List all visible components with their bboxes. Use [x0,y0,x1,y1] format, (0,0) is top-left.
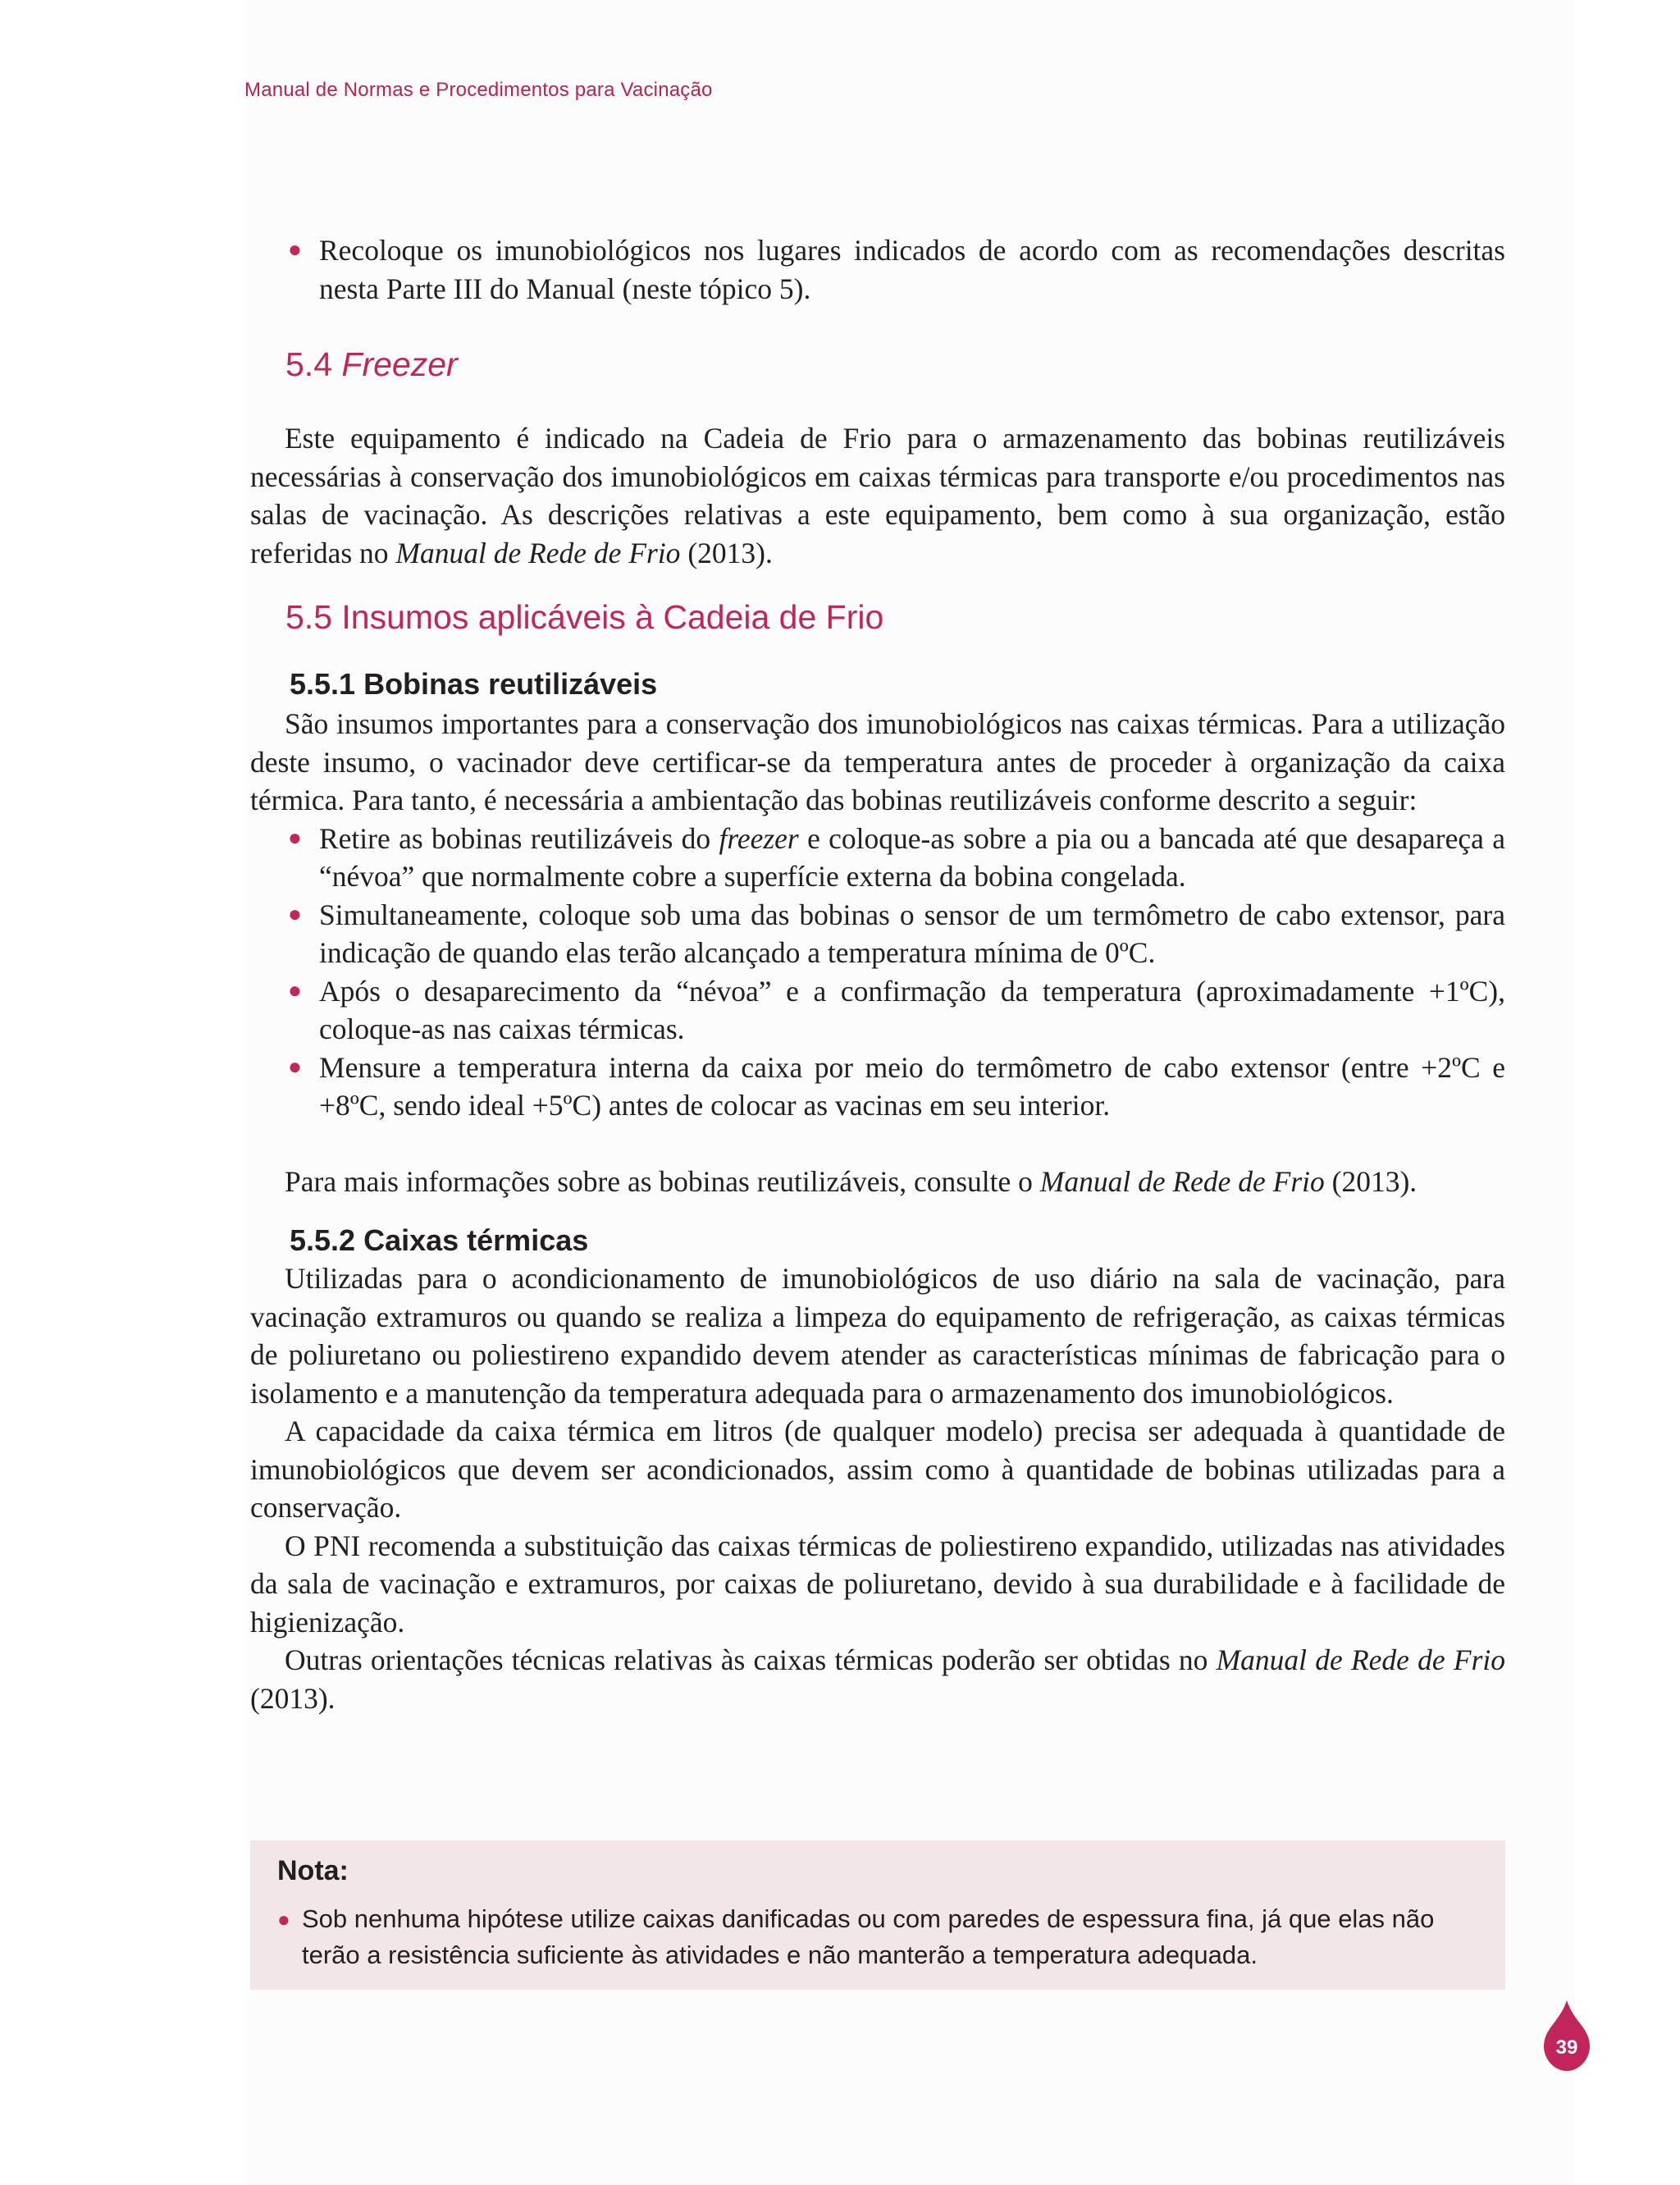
bullet-icon: ● [288,1054,302,1080]
bullet-icon: ● [277,1907,290,1931]
page-content [250,231,1505,1717]
subsection-title-bobinas: 5.5.1 Bobinas reutilizáveis [290,667,658,701]
caixas-paragraph-1: Utilizadas para o acondicionamento de imunobiológicos de uso diário na sala de vacinação, para vacinação extramuros ou quando se realiza a limpeza do equipamento de refrigeração, as caixas térmicas de poliuretano ou poliestireno expandido devem atender as características mínimas de fabricação para o isolamento e a manutenção da temperatura adequada para o armazenamento dos imunobiológicos. [250,1262,1505,1410]
bullet-icon: ● [288,237,302,263]
bobinas-more-info: Para mais informações sobre as bobinas reutilizáveis, consulte o Manual de Rede de Frio (2013). [285,1164,1418,1198]
caixas-paragraph-3: O PNI recomenda a substituição das caixas térmicas de poliestireno expandido, utilizadas nas atividades da sala de vacinação e extramuros, por caixas de poliuretano, devido à sua durabilidade e à facilidade de higienização. [250,1529,1505,1639]
running-header: Manual de Normas e Procedimentos para Vacinação [244,79,713,101]
intro-bullet-list [250,231,1505,308]
bullet-icon: ● [288,977,302,1003]
page-number: 39 [1555,2036,1578,2059]
note-box [250,1840,1505,1990]
section-title-freezer: 5.4 Freezer [285,345,458,383]
section-title-insumos: 5.5 Insumos aplicáveis à Cadeia de Frio [285,598,884,636]
list-item: ● Após o desaparecimento da “névoa” e a confirmação da temperatura (aproximadamente +1ºC), coloque-as nas caixas térmicas. [250,972,1505,1049]
caixas-paragraph-2: A capacidade da caixa térmica em litros (de qualquer modelo) precisa ser adequada à quantidade de imunobiológicos que devem ser acondicionados, assim como à quantidade de bobinas utilizadas para a conservação. [250,1415,1505,1524]
freezer-paragraph: Este equipamento é indicado na Cadeia de Frio para o armazenamento das bobinas reutilizáveis necessárias à conservação dos imunobiológicos em caixas térmicas para transporte e/ou procedimentos nas salas de vacinação. As descrições relativas a este equipamento, bem como à sua organização, estão referidas no Manual de Rede de Frio (2013). [250,422,1505,569]
bullet-icon: ● [288,901,302,927]
list-item: ● Simultaneamente, coloque sob uma das bobinas o sensor de um termômetro de cabo extensor, para indicação de quando elas terão alcançado a temperatura mínima de 0ºC. [250,896,1505,972]
list-item: ● Recoloque os imunobiológicos nos lugares indicados de acordo com as recomendações descritas nesta Parte III do Manual (neste tópico 5). [250,231,1505,308]
caixas-paragraph-4: Outras orientações técnicas relativas às caixas térmicas poderão ser obtidas no Manual de Rede de Frio (2013). [250,1643,1505,1715]
subsection-title-caixas: 5.5.2 Caixas térmicas [290,1223,589,1257]
bobinas-bullet-list [250,820,1505,1125]
bullet-icon: ● [288,825,302,851]
bobinas-paragraph: São insumos importantes para a conservação dos imunobiológicos nas caixas térmicas. Para a utilização deste insumo, o vacinador deve certificar-se da temperatura antes de proceder à organização da caixa térmica. Para tanto, é necessária a ambientação das bobinas reutilizáveis conforme descrito a seguir: [250,707,1505,816]
note-text: Sob nenhuma hipótese utilize caixas danificadas ou com paredes de espessura fina, já que elas não terão a resistência suficiente às atividades e não manterão a temperatura adequada. [302,1904,1435,1969]
note-title: Nota: [277,1855,349,1886]
list-item: ● Retire as bobinas reutilizáveis do freezer e coloque-as sobre a pia ou a bancada até que desapareça a “névoa” que normalmente cobre a superfície externa da bobina congelada. [250,820,1505,896]
list-item: ● Mensure a temperatura interna da caixa por meio do termômetro de cabo extensor (entre +2ºC e +8ºC, sendo ideal +5ºC) antes de colocar as vacinas em seu interior. [250,1049,1505,1125]
